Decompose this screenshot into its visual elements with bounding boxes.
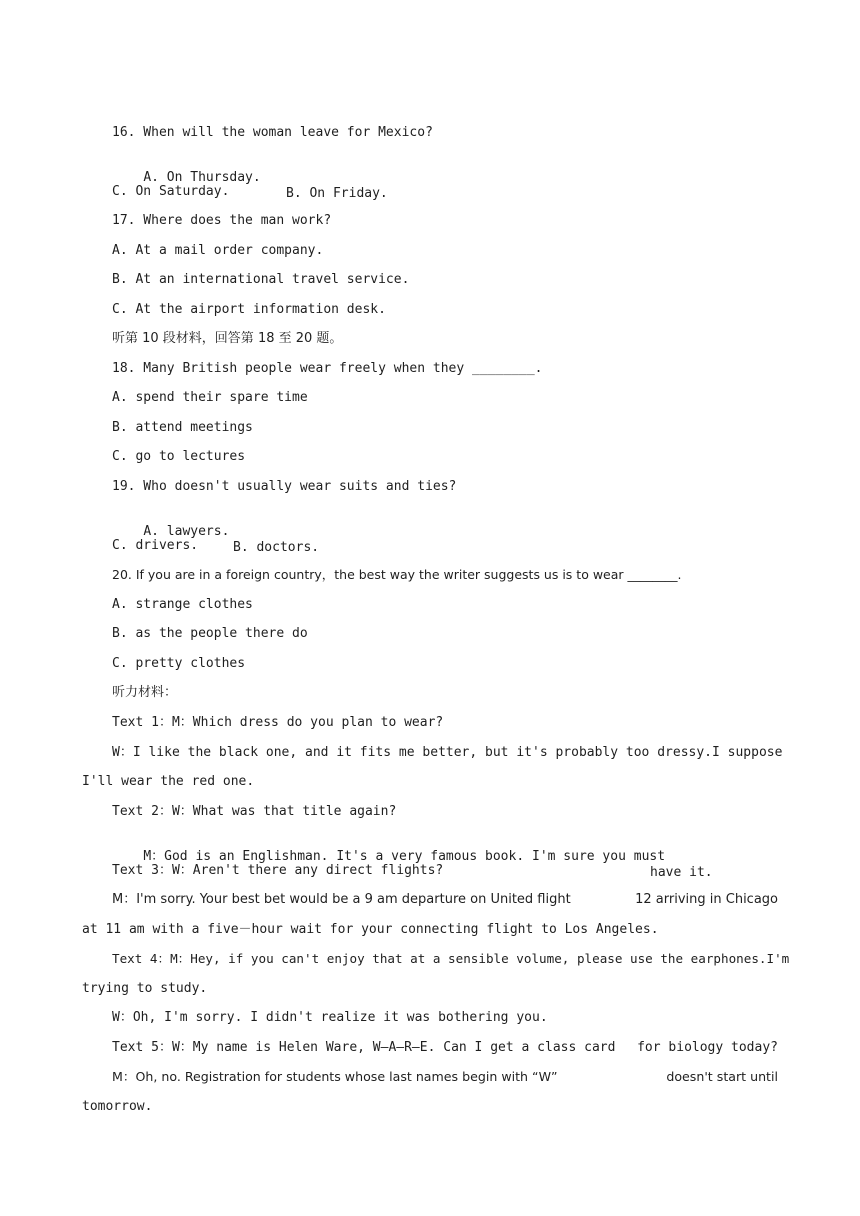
transcript-text3-man-continued: at 11 am with a five－hour wait for your connecting flight to Los Angeles. (82, 922, 659, 937)
transcript-heading: 听力材料： (112, 685, 178, 700)
transcript-text3-man (112, 892, 778, 908)
transcript-text4-man-continued: trying to study. (82, 981, 208, 996)
question-17: 17. Where does the man work? (112, 213, 332, 228)
option-18-b: B. attend meetings (112, 420, 253, 435)
transcript-text1-woman-part1: W：I like the black one, and it fits me better, but it's probably too dressy. (112, 745, 712, 760)
transcript-text5-man-continued: tomorrow. (82, 1099, 153, 1114)
transcript-text4-man (112, 951, 790, 967)
option-16-c: C. On Saturday. (112, 184, 230, 199)
transcript-text5-woman-part1: Text 5：W：My name is Helen Ware, W—A—R—E. Can I get a class card (112, 1040, 616, 1055)
transcript-text2-man-part1: M：God is an Englishman. It's a very famous book. I'm sure you must (143, 849, 666, 864)
transcript-text3-man-part2: 12 arriving in Chicago (635, 892, 778, 907)
option-19-b: B. doctors. (233, 540, 320, 555)
transcript-text3-woman: Text 3：W：Aren't there any direct flights? (112, 863, 444, 878)
transcript-text5-woman-part2: for biology today? (637, 1040, 778, 1055)
transcript-text4-man-part2: I'm (766, 951, 790, 966)
transcript-text1-woman (112, 745, 783, 761)
transcript-text1-woman-continued: I'll wear the red one. (82, 774, 255, 789)
transcript-text4-man-part1: Text 4：M：Hey, if you can't enjoy that at a sensible volume, please use the earphones. (112, 951, 767, 966)
transcript-text5-man-part1: M：Oh, no. Registration for students whose last names begin with “W” (112, 1069, 558, 1084)
option-19-c: C. drivers. (112, 538, 199, 553)
option-16-b: B. On Friday. (286, 186, 388, 201)
transcript-text5-man-part2: doesn't start until (666, 1069, 778, 1084)
section-10-instruction: 听第 10 段材料，回答第 18 至 20 题。 (112, 331, 343, 346)
option-17-a: A. At a mail order company. (112, 243, 324, 258)
option-20-a: A. strange clothes (112, 597, 253, 612)
transcript-text5-woman (112, 1040, 778, 1056)
question-18: 18. Many British people wear freely when they ________. (112, 361, 543, 376)
transcript-text1-woman-part2: I suppose (712, 745, 783, 760)
option-18-a: A. spend their spare time (112, 390, 308, 405)
transcript-text2-woman: Text 2：W：What was that title again? (112, 804, 397, 819)
option-19-a: A. lawyers. (143, 524, 230, 539)
option-16-a: A. On Thursday. (143, 170, 261, 185)
option-20-c: C. pretty clothes (112, 656, 246, 671)
transcript-text5-man (112, 1069, 778, 1085)
transcript-text2-man-part2: have it. (650, 865, 713, 880)
option-17-c: C. At the airport information desk. (112, 302, 386, 317)
option-18-c: C. go to lectures (112, 449, 246, 464)
option-20-b: B. as the people there do (112, 626, 308, 641)
transcript-text1-man: Text 1：M：Which dress do you plan to wear? (112, 715, 444, 730)
transcript-text4-woman: W：Oh, I'm sorry. I didn't realize it was bothering you. (112, 1010, 548, 1025)
option-17-b: B. At an international travel service. (112, 272, 410, 287)
question-19: 19. Who doesn't usually wear suits and ties? (112, 479, 457, 494)
question-16: 16. When will the woman leave for Mexico? (112, 125, 433, 140)
transcript-text3-man-part1: M：I'm sorry. Your best bet would be a 9 am departure on United flight (112, 892, 571, 907)
question-20: 20. If you are in a foreign country，the best way the writer suggests us is to wear ________. (112, 567, 682, 582)
